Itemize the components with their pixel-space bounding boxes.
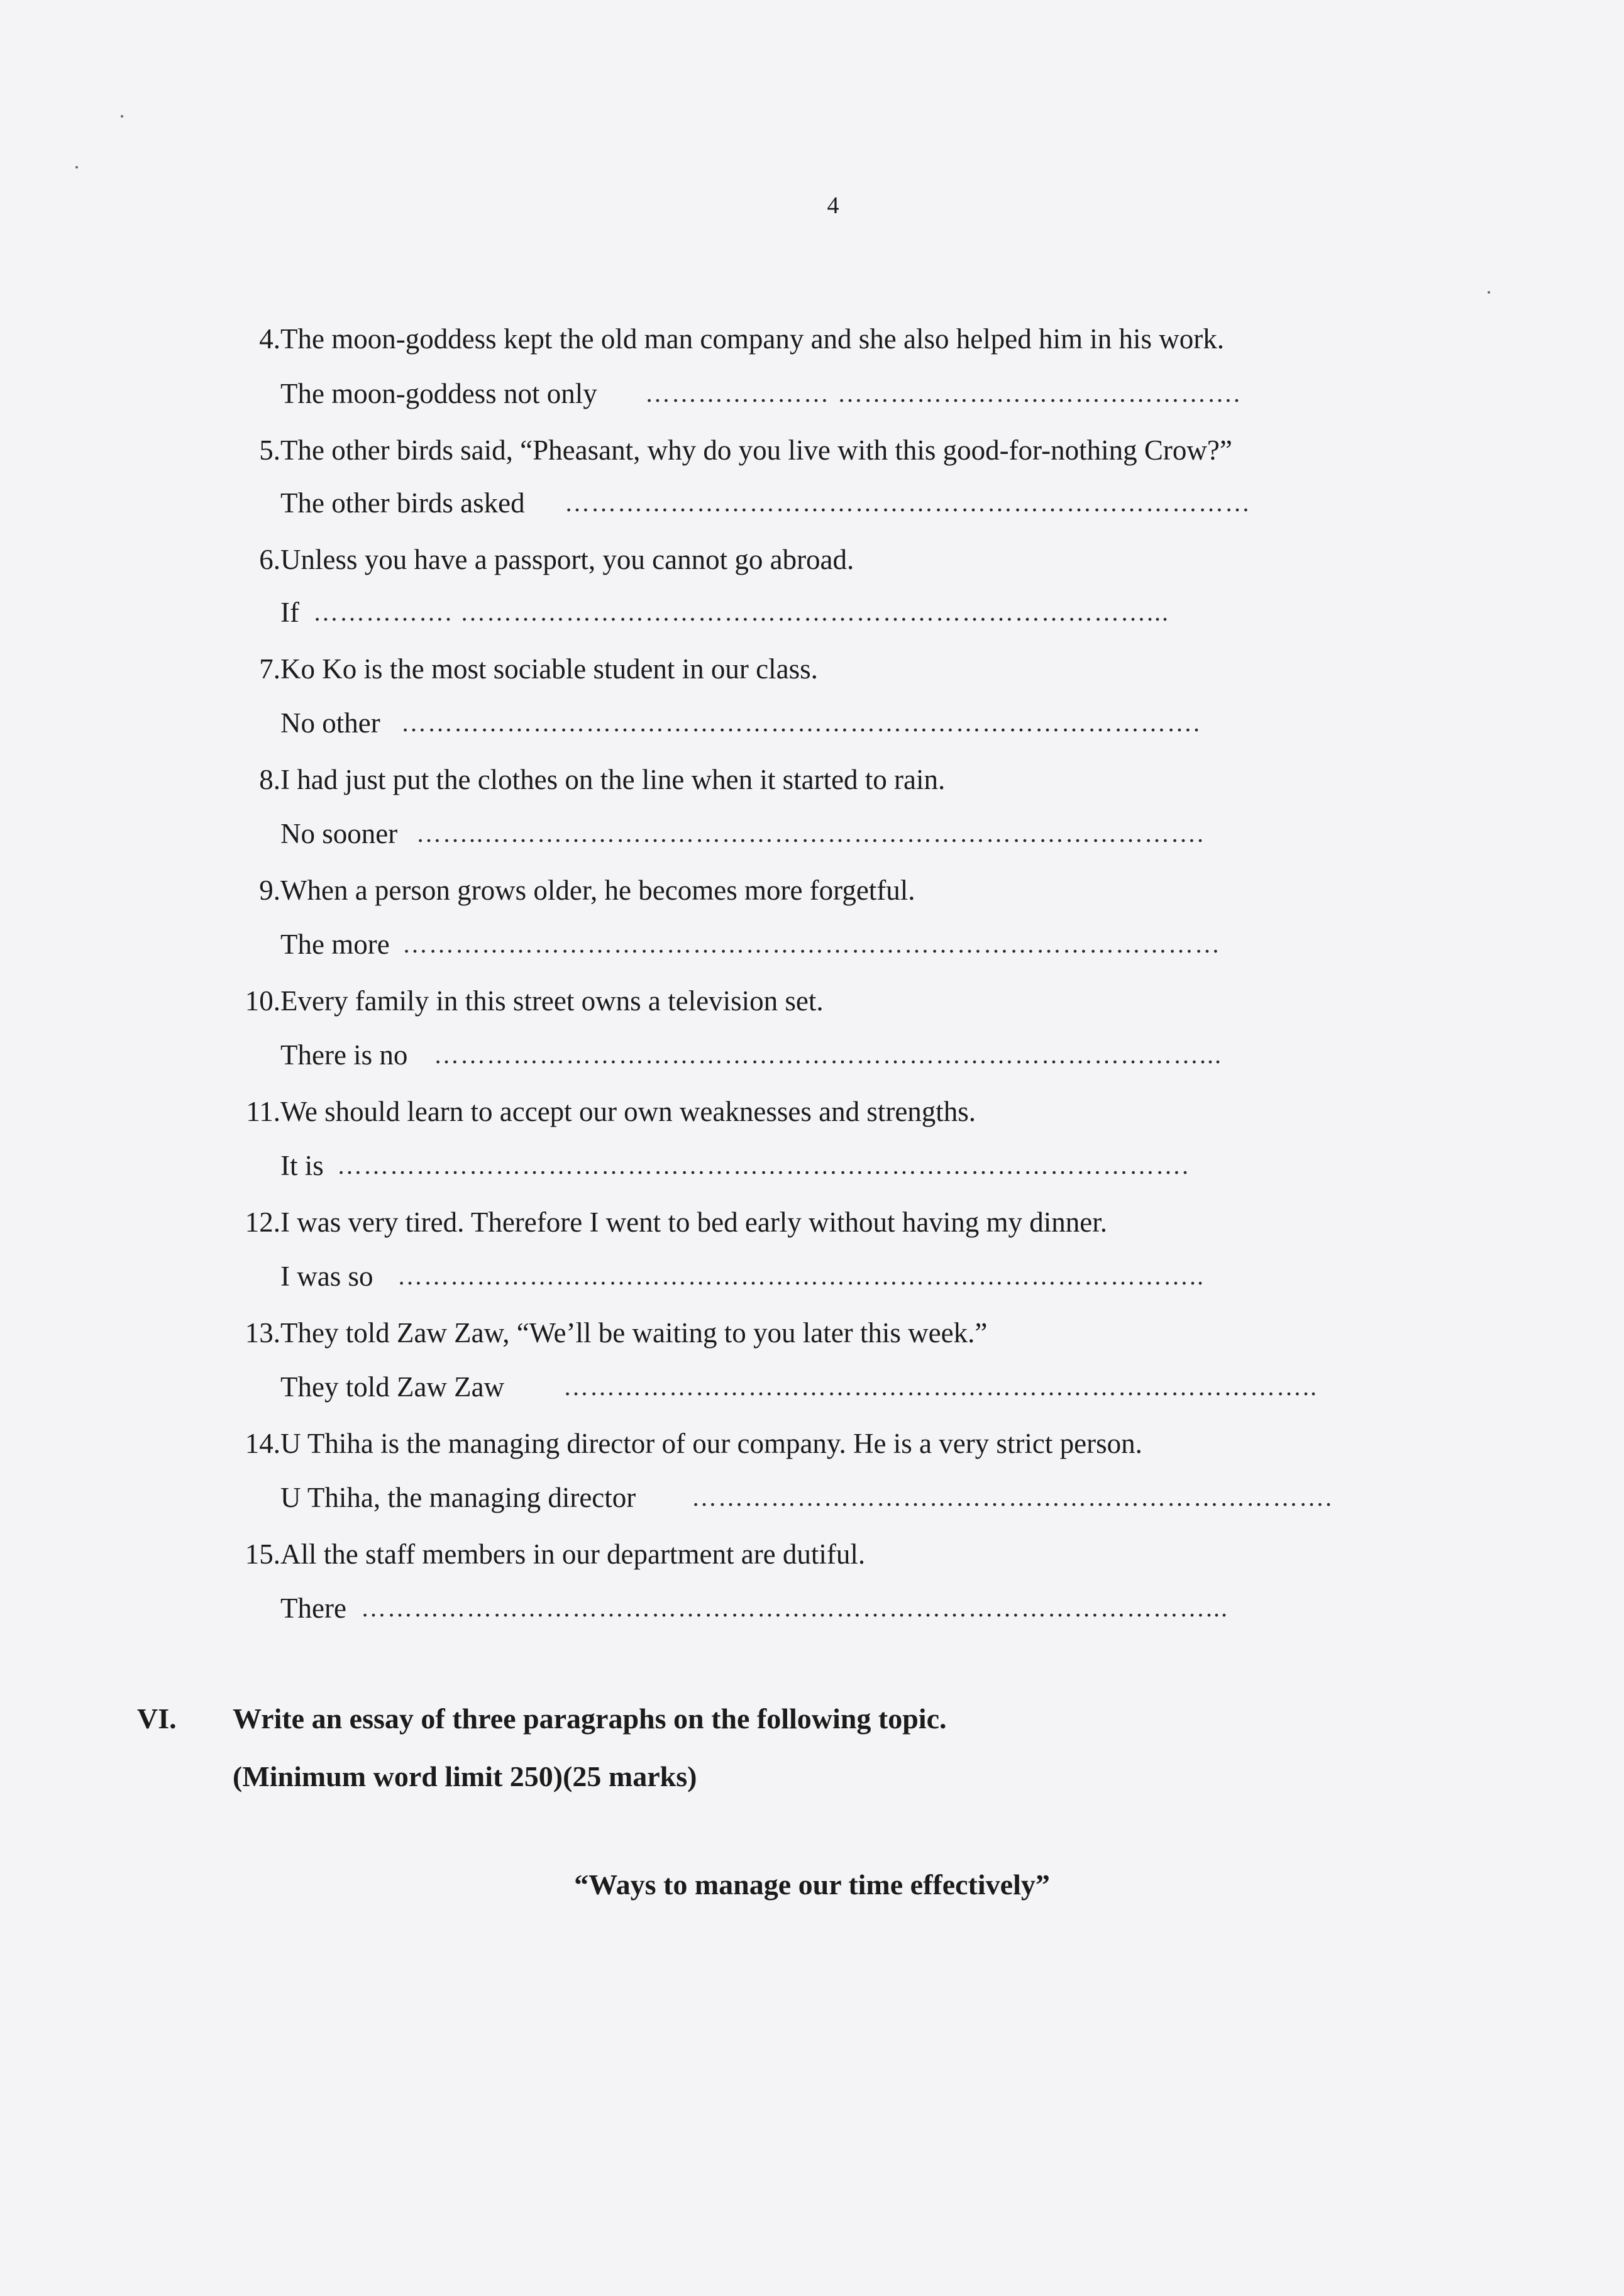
section-instruction: Write an essay of three paragraphs on the following topic. [233, 1703, 947, 1735]
question-5 [226, 430, 1421, 485]
answer-line-12 [280, 1256, 1431, 1300]
essay-topic: “Ways to manage our time effectively” [574, 1868, 1050, 1901]
question-12 [226, 1202, 1421, 1257]
answer-blank: ……………………………………………………………………………………. [337, 1151, 1190, 1179]
question-number: 14. [245, 1428, 280, 1459]
answer-blank: ………………………………………………………………. [692, 1483, 1333, 1511]
answer-line-7 [280, 703, 1431, 747]
answer-blank: ………………………………………………………………………………. [401, 709, 1201, 737]
answer-blank: …………………………………………………………………… [565, 488, 1251, 517]
question-number: 9. [259, 875, 280, 906]
section-number: VI. [137, 1703, 177, 1735]
answer-prompt: There is no [280, 1039, 408, 1071]
answer-prompt: No other [280, 707, 380, 739]
question-10 [226, 981, 1421, 1036]
answer-line-5 [280, 483, 1431, 527]
answer-prompt: It is [280, 1150, 324, 1181]
answer-blank: ………………………………………………………………………….. [563, 1372, 1318, 1401]
question-sentence: They told Zaw Zaw, “We’ll be waiting to you later this week.” [280, 1317, 988, 1349]
question-number: 7. [259, 653, 280, 685]
answer-prompt: I was so [280, 1261, 373, 1292]
question-sentence: I had just put the clothes on the line when it started to rain. [280, 764, 946, 795]
question-15 [226, 1534, 1421, 1589]
answer-line-15 [280, 1588, 1431, 1632]
answer-line-11 [280, 1145, 1431, 1189]
answer-blank: ………………………………………………………………………………… [402, 930, 1221, 958]
question-sentence: All the staff members in our department are dutiful. [280, 1538, 866, 1570]
answer-prompt: U Thiha, the managing director [280, 1482, 636, 1513]
answer-blank: ……………………………………………………………………………….. [397, 1262, 1205, 1290]
answer-prompt: The more [280, 929, 390, 960]
answer-prompt: They told Zaw Zaw [280, 1371, 505, 1403]
question-number: 12. [245, 1206, 280, 1238]
question-11 [226, 1091, 1421, 1147]
answer-prompt: The other birds asked [280, 487, 525, 519]
page-number: 4 [827, 192, 839, 219]
question-13 [226, 1313, 1421, 1368]
question-sentence: We should learn to accept our own weaknesses and strengths. [280, 1096, 976, 1127]
question-sentence: Unless you have a passport, you cannot go abroad. [280, 544, 854, 575]
question-number: 11. [246, 1096, 280, 1127]
question-number: 15. [245, 1538, 280, 1570]
answer-line-9 [280, 924, 1431, 968]
question-number: 13. [245, 1317, 280, 1349]
question-sentence: Every family in this street owns a television set. [280, 985, 824, 1017]
answer-blank: ……………………………………………………………………………………... [361, 1594, 1229, 1622]
question-number: 6. [259, 544, 280, 575]
section-word-limit: (Minimum word limit 250)(25 marks) [233, 1760, 697, 1792]
question-number: 8. [259, 764, 280, 795]
answer-blank: ……………………………………………………………………………... [434, 1040, 1222, 1069]
question-sentence: Ko Ko is the most sociable student in our class. [280, 653, 818, 685]
question-8 [226, 759, 1421, 815]
question-9 [226, 870, 1421, 925]
answer-line-8 [280, 814, 1431, 858]
answer-line-14 [280, 1477, 1431, 1521]
question-sentence: I was very tired. Therefore I went to bed early without having my dinner. [280, 1206, 1108, 1238]
question-number: 10. [245, 985, 280, 1017]
question-4 [226, 319, 1421, 374]
question-sentence: U Thiha is the managing director of our company. He is a very strict person. [280, 1428, 1142, 1459]
answer-prompt: If [280, 597, 299, 628]
question-sentence: The other birds said, “Pheasant, why do you live with this good-for-nothing Crow?” [280, 434, 1232, 466]
answer-line-6 [280, 592, 1431, 636]
question-7 [226, 649, 1421, 704]
answer-prompt: No sooner [280, 818, 398, 849]
answer-blank: ……………. ……………………………………………………………………... [313, 598, 1169, 626]
answer-blank: ………………… ………………………………………. [645, 379, 1241, 407]
answer-prompt: The moon-goddess not only [280, 378, 597, 409]
question-number: 5. [259, 434, 280, 466]
question-sentence: The moon-goddess kept the old man company and she also helped him in his work. [280, 323, 1224, 355]
answer-line-10 [280, 1035, 1431, 1079]
answer-blank: ……..………………………………………………………………………. [416, 819, 1205, 847]
answer-line-13 [280, 1367, 1431, 1411]
question-number: 4. [259, 323, 280, 355]
answer-prompt: There [280, 1592, 346, 1624]
answer-line-4 [280, 373, 1431, 417]
question-14 [226, 1423, 1421, 1479]
question-sentence: When a person grows older, he becomes more forgetful. [280, 875, 915, 906]
question-6 [226, 539, 1421, 595]
